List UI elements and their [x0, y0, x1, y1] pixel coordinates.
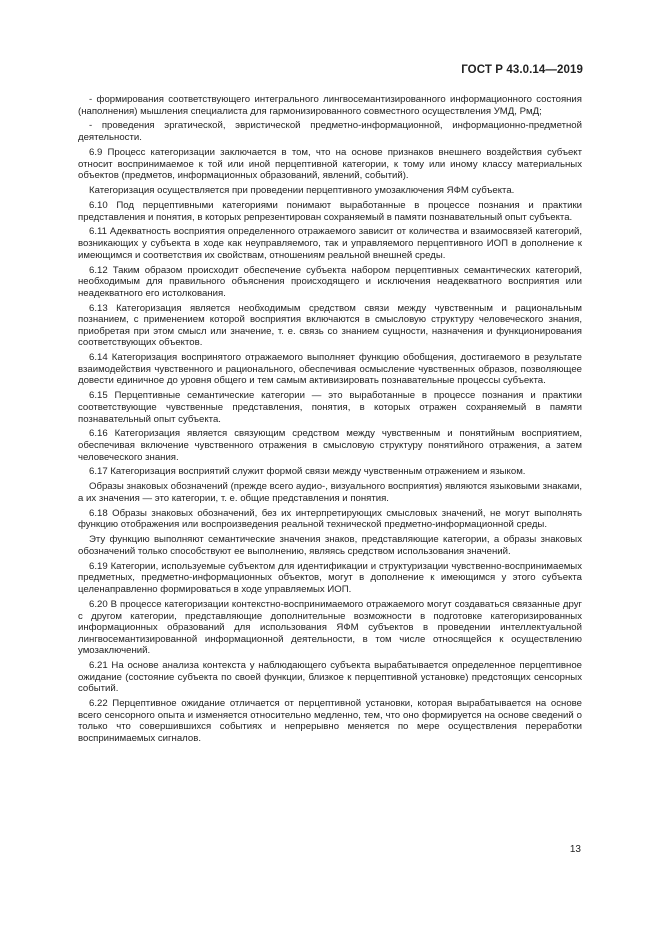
paragraph: 6.17 Категоризация восприятий служит формой связи между чувственным отражением и языком.	[89, 466, 526, 478]
document-header: ГОСТ Р 43.0.14—2019	[461, 64, 583, 76]
paragraph: Категоризация осуществляется при проведении перцептивного умозаключения ЯФМ субъекта.	[89, 185, 515, 197]
paragraph: 6.16 Категоризация является связующим средством между чувственным и понятийным восприятием, обеспечивая включение чувственного отражения в смысловую структуру понятийного отражения, а затем человеческого знания.	[78, 428, 582, 463]
paragraph: 6.12 Таким образом происходит обеспечение субъекта набором перцептивных семантических категорий, необходимым для правильного объяснения происходящего и исключения неадекватного восприятия или неадекватного его истолкования.	[78, 264, 582, 299]
paragraph: 6.9 Процесс категоризации заключается в том, что на основе признаков внешнего воздействия субъект относит воспринимаемое к той или иной перцептивной категории, к тому или иному классу материальных объектов (предметов, информационных образований, явлений, событий).	[78, 146, 582, 182]
paragraph: 6.13 Категоризация является необходимым средством связи между чувственным и рациональным познанием, с применением которой восприятия включаются в смысловую структуру человеческого знания, приобретая при этом смысл или значение, т. е. связь со знанием сущности, назначения и функционирования соответствующих объектов.	[78, 302, 582, 349]
paragraph: 6.22 Перцептивное ожидание отличается от перцептивной установки, которая вырабатывается на основе всего сенсорного опыта и изменяется относительно медленно, тем, что оно формируется на основе сведений о только что совершившихся событиях и непрерывно меняется по мере осуществления переработки воспринимаемых сигналов.	[78, 698, 582, 745]
paragraph: - проведения эргатической, эвристической предметно-информационной, информационно-предметной деятельности.	[78, 120, 582, 144]
paragraph: Образы знаковых обозначений (прежде всего аудио-, визуального восприятия) являются языковыми знаками, а их значения — это категории, т. е. общие представления и понятия.	[78, 481, 582, 504]
paragraph: 6.18 Образы знаковых обозначений, без их интерпретирующих смысловых значений, не могут выполнять функцию отображения или воспроизведения реальной технической предметно-информационной среды.	[78, 507, 582, 531]
document-body	[78, 94, 582, 748]
page-number: 13	[569, 844, 581, 855]
paragraph: 6.10 Под перцептивными категориями понимают выработанные в процессе познания и практики представления и понятия, в которых репрезентирован сохраняемый в памяти познавательный опыт субъекта.	[78, 199, 582, 223]
paragraph: 6.19 Категории, используемые субъектом для идентификации и структуризации чувственно-воспринимаемых предметных, предметно-информационных объектов, могут в дополнение к имеющимся у этого субъекта целенаправленно формироваться в ходе управляемых ИОП.	[78, 560, 582, 596]
paragraph: 6.11 Адекватность восприятия определенного отражаемого зависит от количества и взаимосвязей категорий, возникающих у субъекта в ходе как неуправляемого, так и управляемого перцептивного ИОП в дополнение к имеющимся и соответствия их свойствам, отношениям реальной внешней среды.	[78, 226, 582, 261]
paragraph: 6.21 На основе анализа контекста у наблюдающего субъекта вырабатывается определенное перцептивное ожидание (состояние субъекта по своей функции, близкое к перцептивной установке) предстоящих сенсорных событий.	[78, 660, 582, 695]
paragraph: Эту функцию выполняют семантические значения знаков, представляющие категории, а образы знаковых обозначений только способствуют ее выполнению, являясь средством использования значений.	[78, 534, 582, 557]
paragraph: 6.15 Перцептивные семантические категории — это выработанные в процессе познания и практики соответствующие чувственные представления, понятия, в которых отражен сохраняемый в памяти познавательный опыт субъекта.	[78, 390, 582, 425]
paragraph: 6.14 Категоризация воспринятого отражаемого выполняет функцию обобщения, достигаемого в результате взаимодействия чувственного и рационального, обеспечивая осмысление чувственных образов, позволяющее довести единичное до уровня общего и тем самым активизировать познавательные процессы субъекта.	[78, 352, 582, 387]
paragraph: - формирования соответствующего интегрального лингвосемантизированного информационного состояния (наполнения) мышления специалиста для гармонизированного совместного осуществления УМД, РмД;	[78, 94, 582, 117]
paragraph: 6.20 В процессе категоризации контекстно-воспринимаемого отражаемого могут создаваться связанные друг с другом категории, представляющие дополнительные возможности в подготовке категоризированных информационных образований для использования ЯФМ субъектов в проведении интеллектуальной лингвосемантизированной информационной деятельности, в том числе относящейся к осуществлению умозаключений.	[78, 598, 582, 657]
